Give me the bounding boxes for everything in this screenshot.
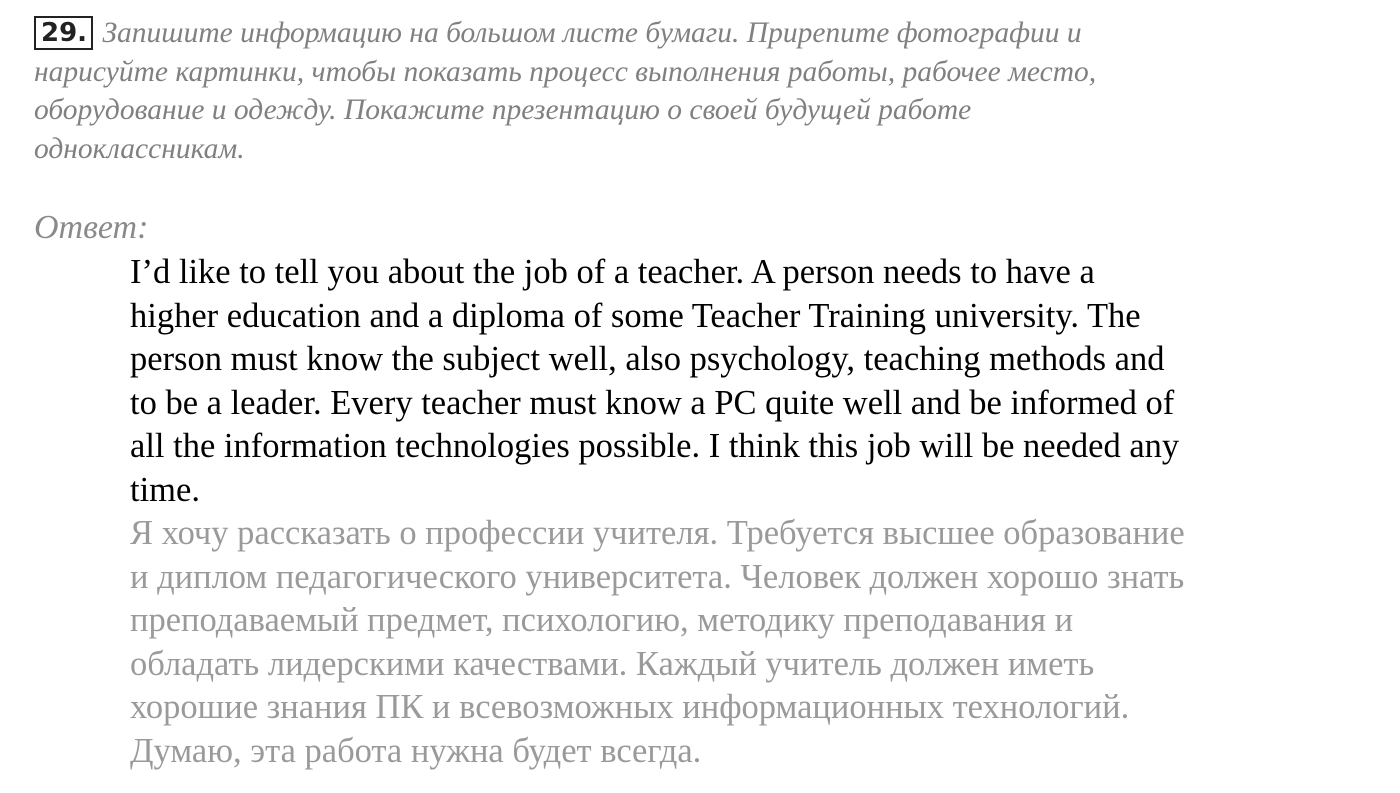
answer-russian-line: и диплом педагогического университета. Человек должен хорошо знать	[130, 557, 1185, 596]
answer-russian-line: Думаю, эта работа нужна будет всегда.	[130, 731, 702, 770]
task-line-1	[34, 14, 1374, 53]
answer-english-line: to be a leader. Every teacher must know a PC quite well and be informed of	[130, 383, 1175, 422]
answer-english-line: time.	[130, 470, 200, 509]
answer-english-line: all the information technologies possible. I think this job will be needed any	[130, 427, 1180, 465]
answer-russian-line: преподаваемый предмет, психологию, методику преподавания и	[130, 601, 1074, 639]
answer-russian-line: Я хочу рассказать о профессии учителя. Требуется высшее образование	[130, 514, 1185, 552]
answer-english-paragraph	[130, 251, 1380, 512]
answer-russian-line: обладать лидерскими качествами. Каждый учитель должен иметь	[130, 644, 1095, 683]
task-text: оборудование и одежду. Покажите презентацию о своей будущей работе	[34, 94, 972, 126]
answer-english-line: person must know the subject well, also psychology, teaching methods and	[130, 340, 1165, 378]
task-number-badge: 29.	[34, 16, 93, 50]
answer-russian-paragraph	[130, 512, 1380, 773]
task-text: Запишите информацию на большом листе бумаги. Прирепите фотографии и	[102, 17, 1082, 49]
answer-russian-line: хорошие знания ПК и всевозможных информационных технологий.	[130, 688, 1130, 726]
answer-english-line: I’d like to tell you about the job of a teacher. A person needs to have a	[130, 253, 1095, 291]
answer-label: Ответ:	[34, 209, 149, 246]
task-text: одноклассникам.	[34, 132, 245, 165]
task-text: нарисуйте картинки, чтобы показать процесс выполнения работы, рабочее место,	[34, 55, 1097, 88]
task-instructions	[34, 14, 1374, 168]
answer-english-line: higher education and a diploma of some Teacher Training university. The	[130, 296, 1141, 335]
